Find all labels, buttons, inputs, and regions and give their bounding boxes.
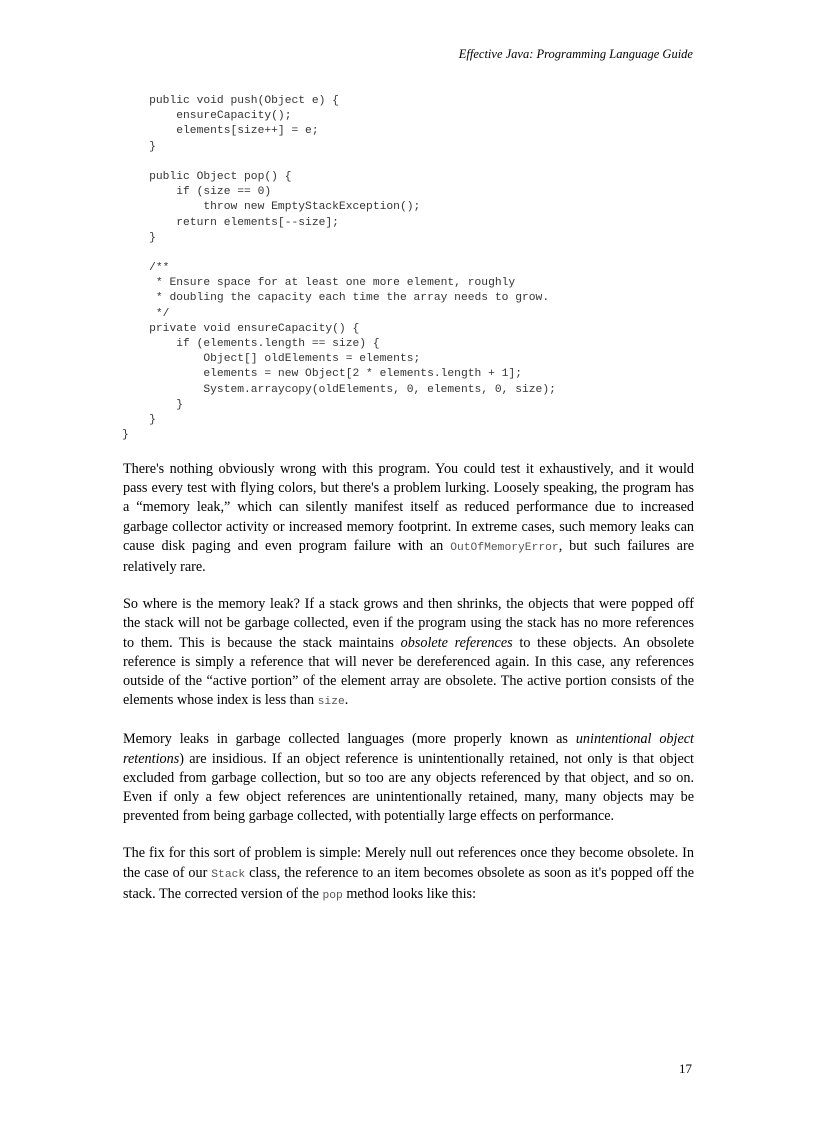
code-line: throw new EmptyStackException(); [122,201,421,214]
running-header: Effective Java: Programming Language Guide [458,47,693,61]
paragraph-text: The fix for this sort of problem is simple: Merely null out references once they become obsolete. In the case of our [123,845,694,881]
body-text [123,460,694,924]
emphasis-obsolete-references: obsolete references [400,634,513,651]
paragraph-the-fix [123,844,694,906]
code-line: public void push(Object e) { [122,95,339,107]
code-line: ensureCapacity(); [122,110,292,123]
code-line: Object[] oldElements = elements; [122,353,421,366]
code-line: elements[size++] = e; [122,125,319,138]
code-line: * Ensure space for at least one more element, roughly [122,277,516,290]
paragraph-text: So where is the memory leak? If a stack grows and then shrinks, the objects that were popped off the stack will not be garbage collected, even if the program using the stack has no more references to them. This is because the stack maintains [123,596,694,651]
code-line [122,246,556,261]
inline-code-stack: Stack [211,868,246,881]
code-line: if (size == 0) [122,186,272,199]
paragraph-text: , but such failures are relatively rare. [123,537,694,576]
paragraph-where-is-leak [123,595,694,712]
code-line: private void ensureCapacity() { [122,322,360,335]
code-line: if (elements.length == size) { [122,338,380,350]
paragraph-text: ) are insidious. If an object reference is unintentionally retained, not only is that object excluded from garbage collection, but so too are any objects referenced by that object, and so on. Even if only a few object references are unintentionally retained, many, many objects may be prevented from being garbage collected, with potentially large effects on performance. [123,750,694,825]
inline-code-pop: pop [322,889,343,902]
paragraph-text: . [344,692,349,709]
code-line: return elements[--size]; [122,216,339,229]
code-line: elements = new Object[2 * elements.length + 1]; [122,368,522,381]
paragraph-text: method looks like this: [342,885,477,902]
paragraph-memory-leak-intro [123,460,694,577]
code-listing [122,94,556,443]
emphasis-unintentional-object-retentions: unintentional object retentions [123,731,694,767]
code-line: } [122,429,129,442]
code-line: */ [122,307,170,320]
paragraph-text: class, the reference to an item becomes obsolete as soon as it's popped off the stack. The corrected version of the [123,864,694,902]
paragraph-text: There's nothing obviously wrong with this program. You could test it exhaustively, and it would pass every test with flying colors, but there's a problem lurking. Loosely speaking, the program has a “memory leak,” which can silently manifest itself as reduced performance due to increased garbage collector activity or increased memory footprint. In extreme cases, such memory leaks can cause disk paging and even program failure with an [123,461,694,554]
inline-code-outofmemoryerror: OutOfMemoryError [450,541,559,554]
code-line [122,155,556,170]
code-line: } [122,398,184,411]
paragraph-unintentional-retentions [123,730,694,826]
code-line: } [122,140,156,153]
inline-code-size: size [317,696,345,709]
code-line: public Object pop() { [122,170,292,183]
code-line: System.arraycopy(oldElements, 0, elements, 0, size); [122,383,556,396]
paragraph-text: to these objects. An obsolete reference is simply a reference that will never be dereferenced again. In this case, any references outside of the “active portion” of the element array are obsolete. The active portion consists of the elements whose index is less than [123,634,694,709]
code-line: } [122,413,156,426]
code-line: * doubling the capacity each time the array needs to grow. [122,292,550,305]
paragraph-text: Memory leaks in garbage collected languages (more properly known as [123,731,576,748]
code-line: } [122,231,156,244]
code-line: /** [122,262,170,275]
page-number: 17 [679,1061,692,1076]
